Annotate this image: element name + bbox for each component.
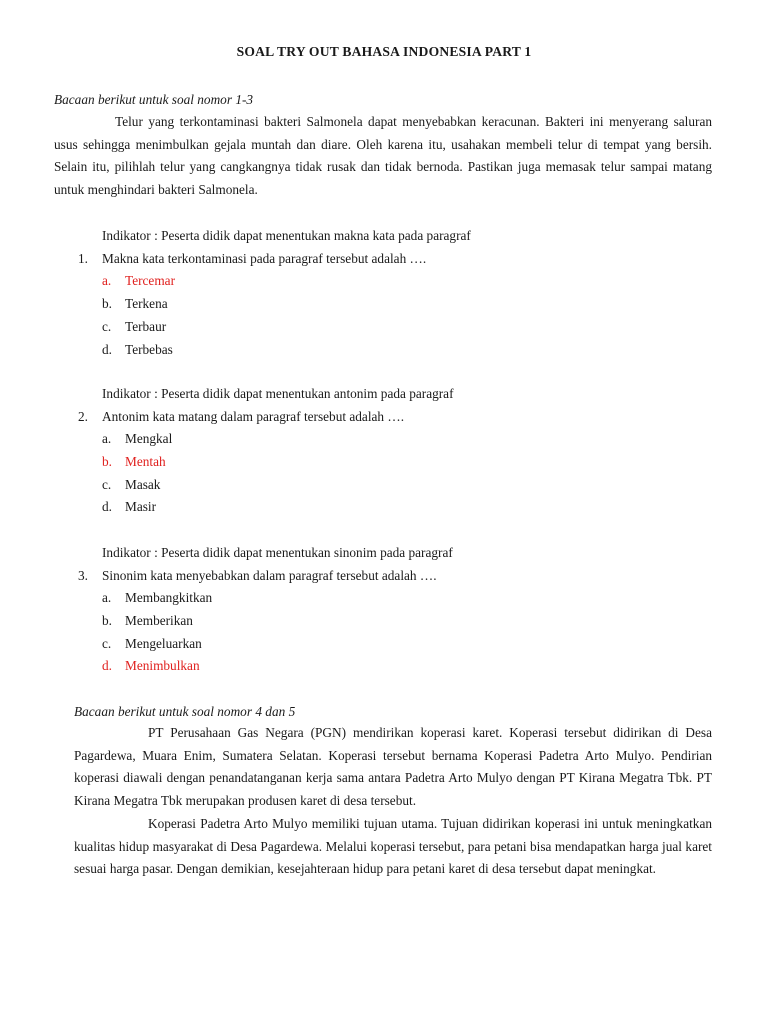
page-title: SOAL TRY OUT BAHASA INDONESIA PART 1 (236, 44, 532, 59)
reading-1-label: Bacaan berikut untuk soal nomor 1-3 (54, 92, 254, 107)
question-3-option-b-letter: b. (102, 613, 112, 628)
question-1-number: 1. (78, 251, 88, 266)
question-3-option-c-letter: c. (102, 636, 112, 651)
question-2-text: Antonim kata matang dalam paragraf tersebut adalah …. (102, 409, 405, 424)
question-1-option-a: Tercemar (125, 273, 175, 288)
question-1-option-a-letter: a. (102, 273, 112, 288)
question-2-option-d: Masir (125, 499, 157, 514)
question-1-option-c-letter: c. (102, 319, 112, 334)
question-1-option-b: Terkena (125, 296, 168, 311)
question-3-number: 3. (78, 568, 88, 583)
question-2-option-b: Mentah (125, 454, 166, 469)
reading-1-paragraph: Telur yang terkontaminasi bakteri Salmonela dapat menyebabkan keracunan. Bakteri ini menyerang saluran usus sehingga menimbulkan gejala muntah dan diare. Oleh karena itu, usahakan membeli telur di tempat yang bersih. Selain itu, pilihlah telur yang cangkangnya tidak rusak dan tidak bernoda. Pastikan juga memasak telur sampai matang untuk menghindari bakteri Salmonela. (54, 114, 712, 197)
question-3-option-c: Mengeluarkan (125, 636, 202, 651)
question-3-option-d-letter: d. (102, 658, 112, 673)
reading-2-label: Bacaan berikut untuk soal nomor 4 dan 5 (74, 704, 296, 719)
question-2-indicator: Indikator : Peserta didik dapat menentukan antonim pada paragraf (102, 386, 454, 401)
question-2-option-a: Mengkal (125, 431, 173, 446)
question-3-text: Sinonim kata menyebabkan dalam paragraf tersebut adalah …. (102, 568, 437, 583)
reading-2-paragraph-2: Koperasi Padetra Arto Mulyo memiliki tujuan utama. Tujuan didirikan koperasi ini untuk meningkatkan kualitas hidup masyarakat di Desa Pagardewa. Melalui koperasi tersebut, para petani bisa mendapatkan harga jual karet sesuai harga pasar. Dengan demikian, kesejahteraan hidup para petani karet di desa tersebut dapat meningkat. (74, 816, 712, 877)
question-3-option-a: Membangkitkan (125, 590, 213, 605)
question-3-option-d: Menimbulkan (125, 658, 200, 673)
question-1-text: Makna kata terkontaminasi pada paragraf tersebut adalah …. (102, 251, 427, 266)
question-2-number: 2. (78, 409, 88, 424)
question-1-indicator: Indikator : Peserta didik dapat menentukan makna kata pada paragraf (102, 228, 471, 243)
question-2-option-d-letter: d. (102, 499, 112, 514)
question-1-option-d-letter: d. (102, 342, 112, 357)
question-3-option-a-letter: a. (102, 590, 112, 605)
question-2-option-c-letter: c. (102, 477, 112, 492)
question-3-option-b: Memberikan (125, 613, 193, 628)
question-1-option-b-letter: b. (102, 296, 112, 311)
question-2-option-a-letter: a. (102, 431, 112, 446)
question-2-option-c: Masak (125, 477, 161, 492)
question-1-option-c: Terbaur (125, 319, 167, 334)
question-1-option-d: Terbebas (125, 342, 173, 357)
question-3-indicator: Indikator : Peserta didik dapat menentukan sinonim pada paragraf (102, 545, 453, 560)
question-2-option-b-letter: b. (102, 454, 112, 469)
reading-2-paragraph-1: PT Perusahaan Gas Negara (PGN) mendirikan koperasi karet. Koperasi tersebut didirikan di Desa Pagardewa, Muara Enim, Sumatera Selatan. Koperasi tersebut bernama Koperasi Padetra Arto Mulyo. Pendirian koperasi diawali dengan penandatanganan kerja sama antara Padetra Arto Mulyo dengan PT Kirana Megatra Tbk. PT Kirana Megatra Tbk merupakan produsen karet di desa tersebut. (74, 725, 712, 808)
